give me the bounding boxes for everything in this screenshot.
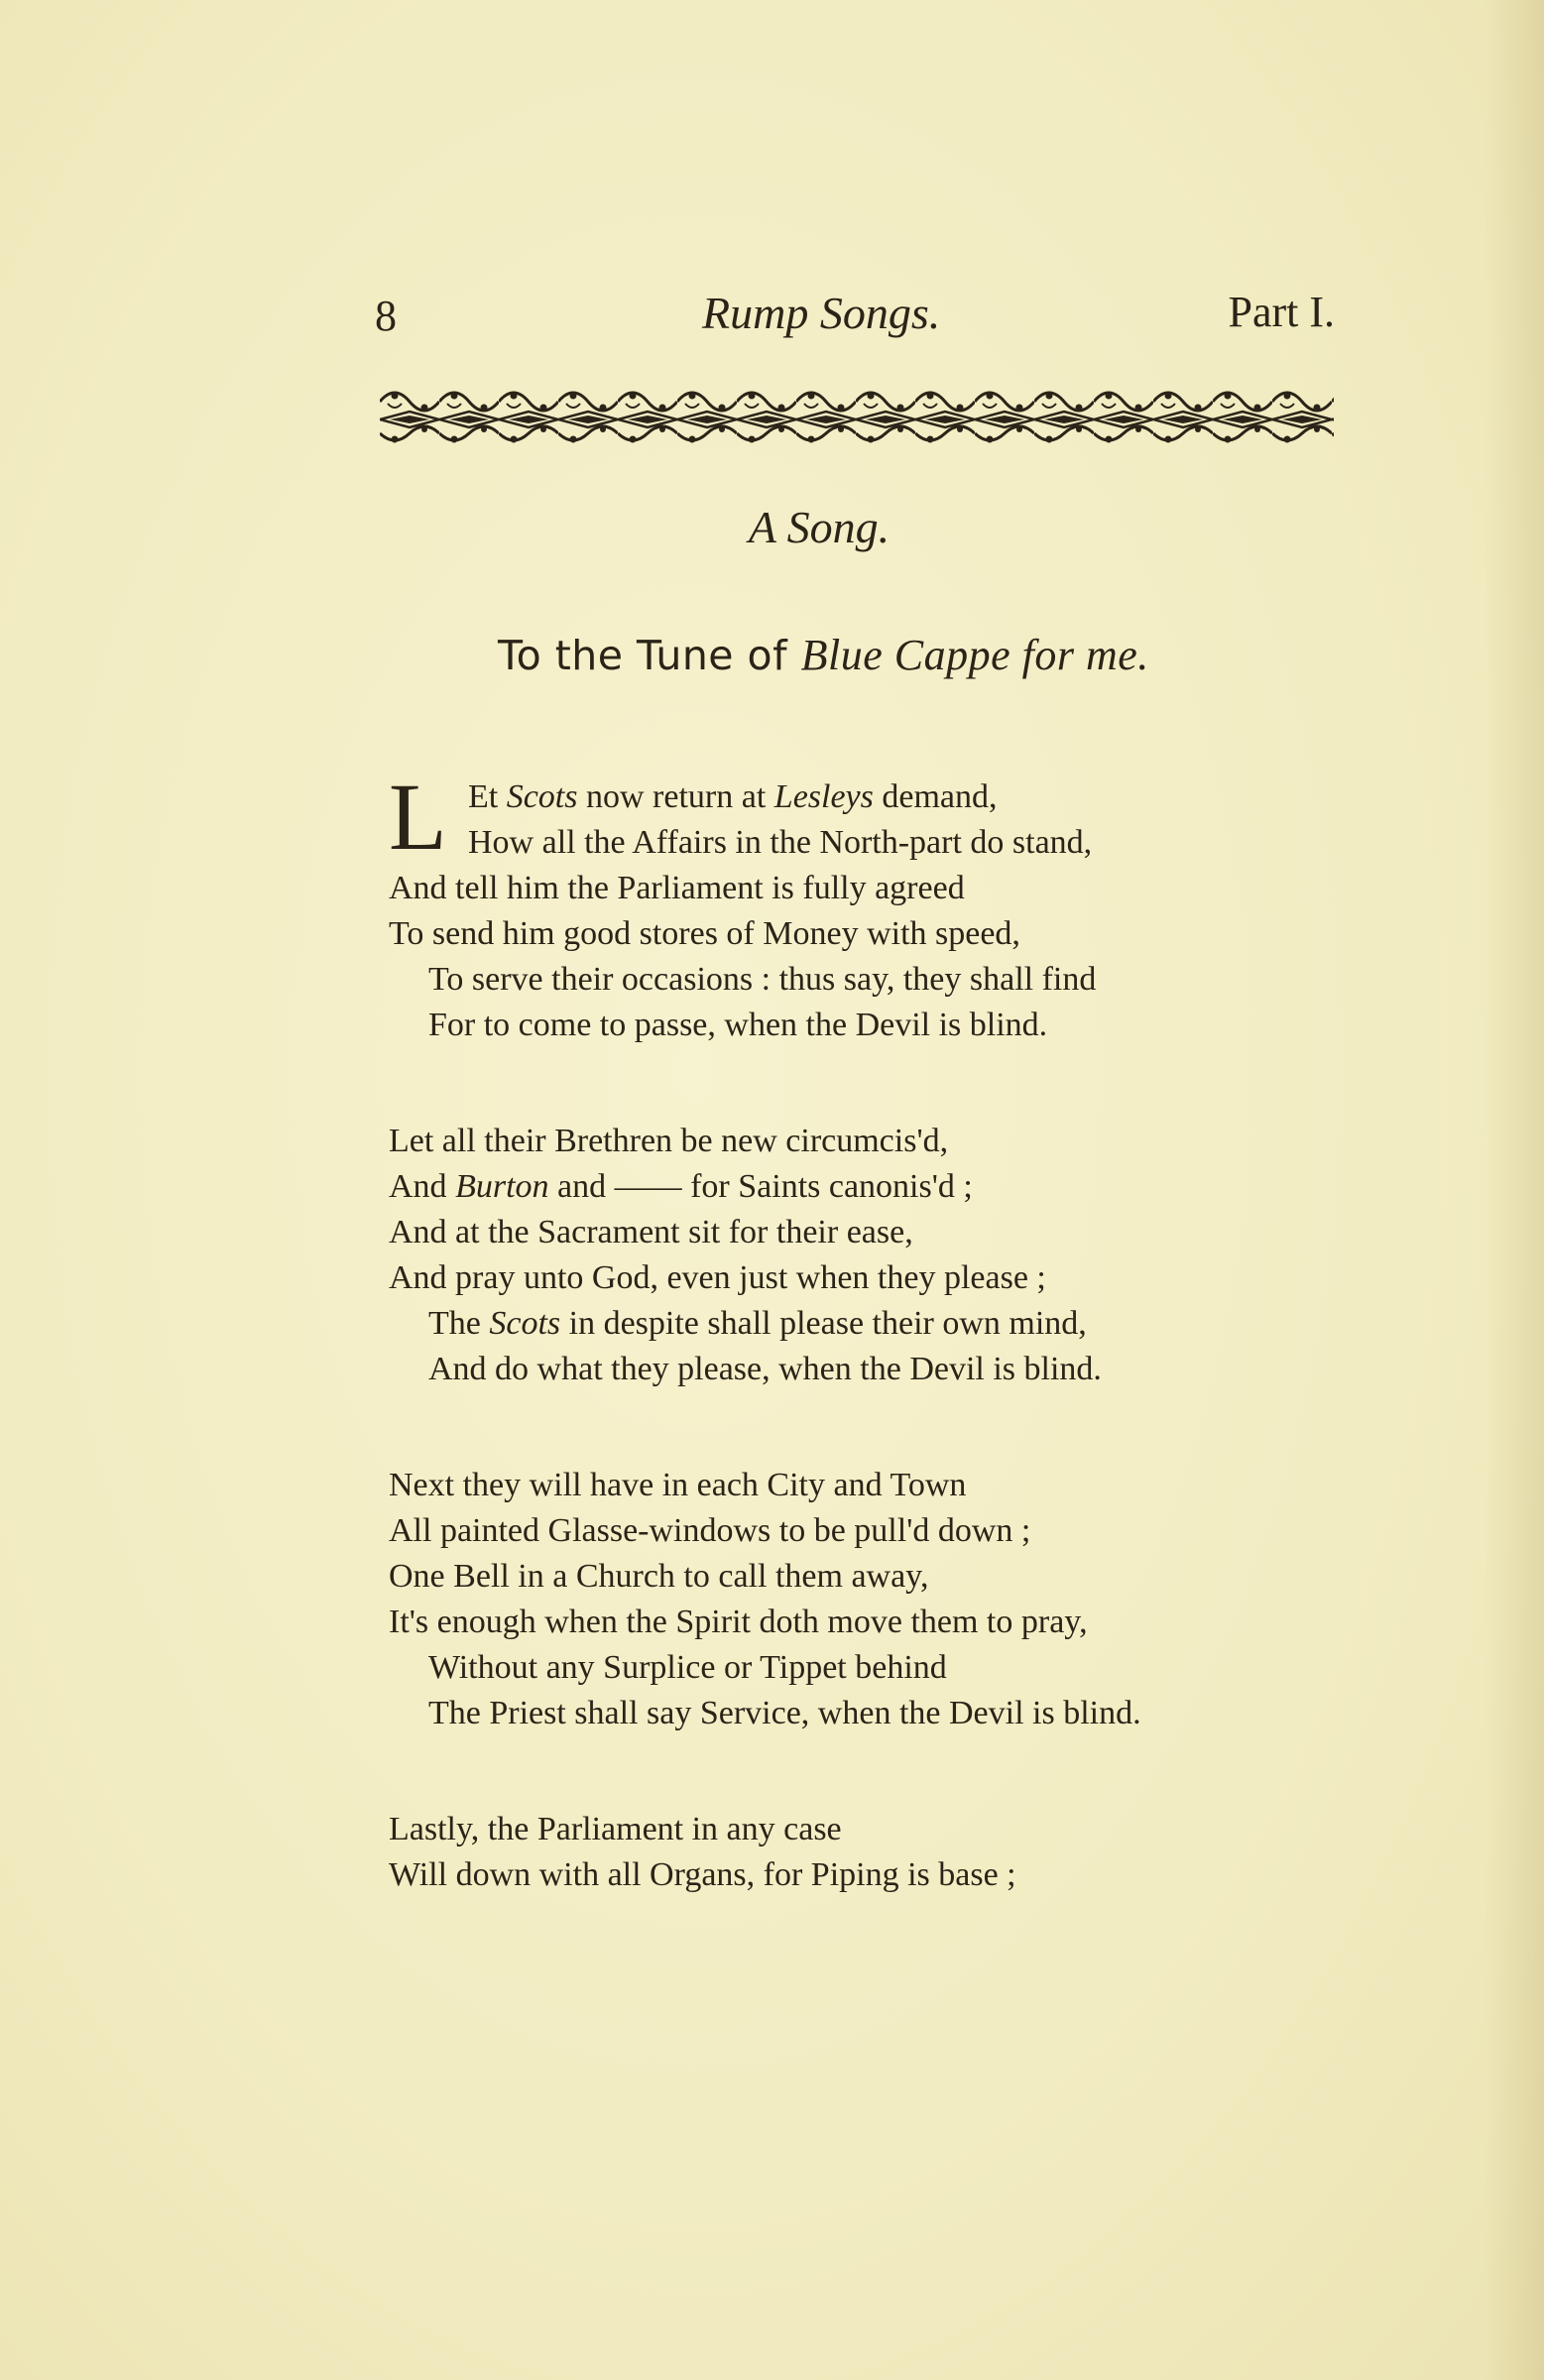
verse-line: For to come to passe, when the Devil is blind. xyxy=(428,1007,1048,1043)
stanza-4 xyxy=(389,1807,1321,1898)
verse-line: Next they will have in each City and Town xyxy=(389,1467,967,1503)
stanza-3 xyxy=(389,1463,1321,1736)
stanza-1 xyxy=(389,764,1321,1048)
verse-line: And Burton and —— for Saints canonis'd ; xyxy=(389,1168,973,1205)
page-number: 8 xyxy=(375,292,397,340)
drop-cap: L xyxy=(389,764,447,870)
verse-line: One Bell in a Church to call them away, xyxy=(389,1558,929,1595)
verse-line: Let all their Brethren be new circumcis'd, xyxy=(389,1123,949,1159)
part-label: Part I. xyxy=(1228,288,1335,336)
verse-line: And at the Sacrament sit for their ease, xyxy=(389,1214,913,1250)
tune-name: Blue Cappe for me. xyxy=(800,631,1149,679)
stanza-2 xyxy=(389,1119,1321,1392)
verse-line: Will down with all Organs, for Piping is base ; xyxy=(389,1856,1016,1893)
verse-line: To send him good stores of Money with speed, xyxy=(389,915,1020,952)
tune-line xyxy=(498,630,1149,680)
verse-line: And tell him the Parliament is fully agreed xyxy=(389,870,965,906)
verse-line: And pray unto God, even just when they please ; xyxy=(389,1259,1046,1296)
tune-prefix: To the Tune of xyxy=(498,632,801,679)
verse-line: It's enough when the Spirit doth move them to pray, xyxy=(389,1604,1088,1640)
running-title: Rump Songs. xyxy=(702,288,941,338)
page-edge-shadow xyxy=(1485,0,1544,2380)
verse-line: L Et Scots now return at Lesleys demand, xyxy=(389,764,998,870)
verse-line: The Scots in despite shall please their own mind, xyxy=(428,1305,1087,1342)
verse-line: The Priest shall say Service, when the Devil is blind. xyxy=(428,1695,1141,1731)
verse-line: All painted Glasse-windows to be pull'd down ; xyxy=(389,1512,1031,1549)
verse-line: Without any Surplice or Tippet behind xyxy=(428,1649,947,1686)
verse-line: Lastly, the Parliament in any case xyxy=(389,1811,842,1847)
song-title: A Song. xyxy=(748,502,891,552)
verse-line: How all the Affairs in the North-part do stand, xyxy=(468,824,1093,861)
verse-line: And do what they please, when the Devil is blind. xyxy=(428,1351,1102,1387)
running-header xyxy=(375,283,1335,342)
decorative-headband-ornament xyxy=(380,382,1334,451)
verse-line: To serve their occasions : thus say, they shall find xyxy=(428,961,1097,998)
